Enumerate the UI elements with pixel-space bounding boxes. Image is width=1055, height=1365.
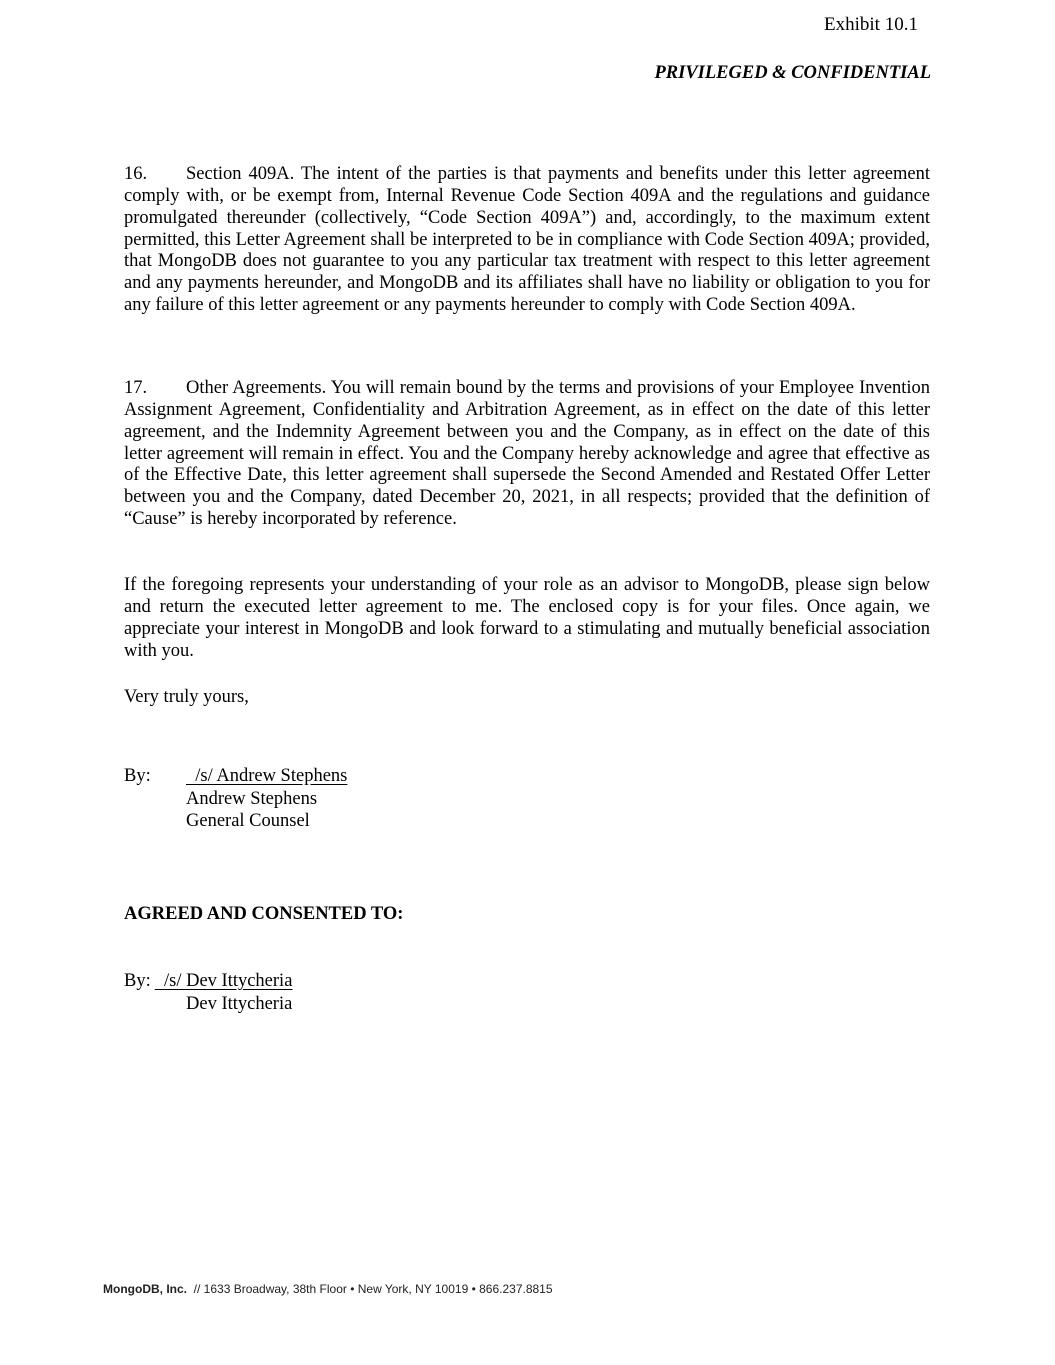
closing-salutation: Very truly yours, — [124, 687, 249, 707]
footer-company: MongoDB, Inc. — [103, 1282, 187, 1296]
company-signer-name: Andrew Stephens — [186, 788, 318, 809]
exhibit-label: Exhibit 10.1 — [824, 14, 918, 35]
section-16-text: Section 409A. The intent of the parties is that payments and benefits under this letter agreement comply with, or be exempt from, Internal Revenue Code Section 409A and the regulations and guidance promulgated thereunder (collectively, “Code Section 409A”) and, accordingly, to the maximum extent permitted, this Letter Agreement shall be interpreted to be in compliance with Code Section 409A; provided, that MongoDB does not guarantee to you any particular tax treatment with respect to this letter agreement and any payments hereunder, and MongoDB and its affiliates shall have no liability or obligation to you for any failure of this letter agreement or any payments hereunder to comply with Code Section 409A. — [124, 164, 930, 316]
confidential-notice: PRIVILEGED & CONFIDENTIAL — [654, 63, 931, 83]
company-signature-block — [124, 765, 347, 833]
by-label: By: — [124, 766, 151, 786]
section-17-paragraph — [124, 378, 930, 531]
page-footer — [103, 1281, 553, 1297]
section-17-number: 17. — [124, 378, 148, 398]
footer-address: // 1633 Broadway, 38th Floor • New York, NY 10019 • 866.237.8815 — [187, 1282, 553, 1296]
company-signer-title: General Counsel — [186, 811, 310, 831]
employee-signature: /s/ Dev Ittycheria — [154, 971, 293, 991]
agreed-heading: AGREED AND CONSENTED TO: — [124, 904, 404, 924]
by-label: By: — [124, 971, 151, 991]
section-17-text: Other Agreements. You will remain bound by the terms and provisions of your Employee Invention Assignment Agreement, Confidentiality and Arbitration Agreement, as in effect on the date of this letter agreement, and the Indemnity Agreement between you and the Company, as in effect on the date of this letter agreement will remain in effect. You and the Company hereby acknowledge and agree that effective as of the Effective Date, this letter agreement shall supersede the Second Amended and Restated Offer Letter between you and the Company, dated December 20, 2021, in all respects; provided that the definition of “Cause” is hereby incorporated by reference. — [124, 378, 930, 530]
section-16-paragraph — [124, 164, 930, 317]
employee-signature-block — [124, 970, 292, 1015]
foregoing-paragraph: If the foregoing represents your understanding of your role as an advisor to MongoDB, please sign below and return the executed letter agreement to me. The enclosed copy is for your files. Once again, we appreciate your interest in MongoDB and look forward to a stimulating and mutually beneficial association with you. — [124, 575, 930, 661]
employee-signer-name: Dev Ittycheria — [186, 993, 293, 1014]
section-16-number: 16. — [124, 164, 148, 184]
company-signature: /s/ Andrew Stephens — [186, 766, 348, 786]
